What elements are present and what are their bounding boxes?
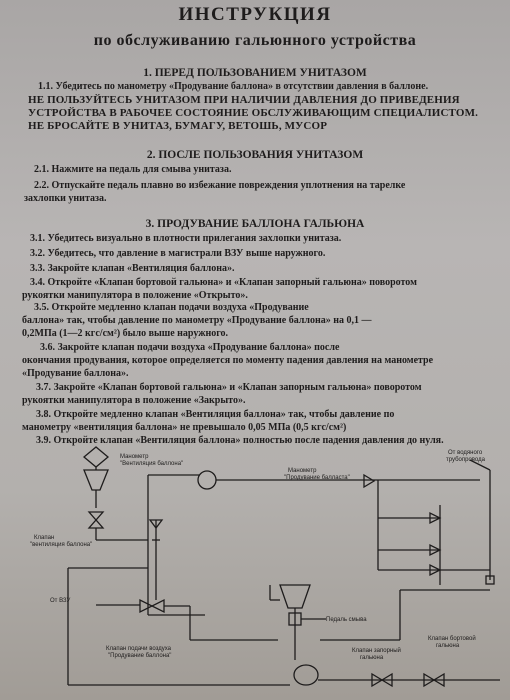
toilet-bowl xyxy=(280,585,310,608)
text-line: 3.2. Убедитесь, что давление в магистрали ВЗУ выше наружного. xyxy=(30,248,326,259)
manometer-ballast-label: "Продувание балласта" xyxy=(284,475,350,481)
text-line: 3.5. Откройте медленно клапан подачи воздуха «Продувание xyxy=(34,302,309,313)
warning-line: НЕ ПОЛЬЗУЙТЕСЬ УНИТАЗОМ ПРИ НАЛИЧИИ ДАВЛЕНИЯ ДО ПРИВЕДЕНИЯ xyxy=(28,94,460,106)
document-subtitle: по обслуживанию гальюнного устройства xyxy=(93,32,417,49)
valve-vent-label: "вентиляция баллона" xyxy=(30,542,93,548)
text-line: захлопки унитаза. xyxy=(24,193,107,204)
text-line: «Продувание баллона». xyxy=(22,368,129,379)
manometer-ballast-label: Манометр xyxy=(288,468,317,474)
section-3-heading: 3. ПРОДУВАНИЕ БАЛЛОНА ГАЛЬЮНА xyxy=(145,218,365,230)
text-line: 3.1. Убедитесь визуально в плотности прилегания захлопки унитаза. xyxy=(30,233,342,244)
manifold-valve-1 xyxy=(364,475,374,487)
piping-diagram xyxy=(0,420,510,700)
text-line: 3.4. Откройте «Клапан бортовой гальюна» и «Клапан запорный гальюна» поворотом xyxy=(30,277,417,288)
text-line: 0,2МПа (1—2 кгс/см²) было выше наружного. xyxy=(22,328,229,339)
side-valve-label: Клапан бортовой xyxy=(428,636,476,642)
text-line: 3.8. Откройте медленно клапан «Вентиляция баллона» так, чтобы давление по xyxy=(36,409,395,420)
from-vzu-label: От ВЗУ xyxy=(50,598,71,604)
text-line: рукоятки манипулятора в положение «Закрыто». xyxy=(22,395,246,406)
vent-valve-top xyxy=(89,512,103,520)
text-line: 3.7. Закройте «Клапан бортовой гальюна» и «Клапан запорным гальюна» поворотом xyxy=(36,382,422,393)
side-valve-label: гальюна xyxy=(436,643,460,649)
text-line: 2.2. Отпускайте педаль плавно во избежание повреждения уплотнения на тарелке xyxy=(34,180,406,191)
shutoff-valve-label: Клапан запорный xyxy=(352,648,401,654)
valve-vent-label: Клапан xyxy=(34,535,55,541)
manometer-vent-label: Манометр xyxy=(120,454,149,460)
warning-line: НЕ БРОСАЙТЕ В УНИТАЗ, БУМАГУ, ВЕТОШЬ, МУСОР xyxy=(28,120,328,132)
ballast-manometer-gauge xyxy=(198,471,216,489)
air-valve-label: Клапан подачи воздуха xyxy=(106,646,171,652)
section-2-heading: 2. ПОСЛЕ ПОЛЬЗОВАНИЯ УНИТАЗОМ xyxy=(146,149,364,161)
air-valve-left xyxy=(140,600,152,612)
air-valve-label: "Продувание баллона" xyxy=(108,653,172,659)
water-supply-label: трубопровода xyxy=(446,457,485,463)
flush-pedal-label: Педаль смыва xyxy=(326,617,367,623)
water-supply-label: От водяного xyxy=(448,450,483,456)
air-valve-right xyxy=(152,600,164,612)
document-title: ИНСТРУКЦИЯ xyxy=(178,4,332,25)
text-line: 3.9. Откройте клапан «Вентиляция баллона» полностью после падения давления до нуля. xyxy=(36,435,444,446)
text-line: 3.6. Закройте клапан подачи воздуха «Продувание баллона» после xyxy=(40,342,340,353)
section-1-heading: 1. ПЕРЕД ПОЛЬЗОВАНИЕМ УНИТАЗОМ xyxy=(143,67,367,79)
shutoff-valve-label: гальюна xyxy=(360,655,384,661)
text-line: 3.3. Закройте клапан «Вентиляция баллона». xyxy=(30,263,235,274)
text-line: 2.1. Нажмите на педаль для смыва унитаза. xyxy=(34,164,232,175)
warning-line: УСТРОЙСТВА В РАБОЧЕЕ СОСТОЯНИЕ ОБСЛУЖИВАЮЩИМ СПЕЦИАЛИСТОМ. xyxy=(28,107,479,119)
text-line: рукоятки манипулятора в положение «Открыто». xyxy=(22,290,248,301)
vent-valve-bottom xyxy=(89,520,103,528)
text-line: манометру «вентиляция баллона» не превышало 0,05 МПа (0,5 кгс/см²) xyxy=(22,422,347,433)
text-line: 1.1. Убедитесь по манометру «Продувание баллона» в отсутствии давления в баллоне. xyxy=(38,81,429,92)
text-line: окончания продувания, которое определяется по моменту падения давления на манометре xyxy=(22,355,434,366)
manometer-vent-label: "Вентиляция баллона" xyxy=(120,461,184,467)
tank-ellipse xyxy=(294,665,318,685)
text-line: баллона» так, чтобы давление по манометру «Продувание баллона» на 0,1 — xyxy=(22,315,372,326)
vent-filter xyxy=(84,470,108,490)
manometer-vent-symbol xyxy=(84,447,108,467)
